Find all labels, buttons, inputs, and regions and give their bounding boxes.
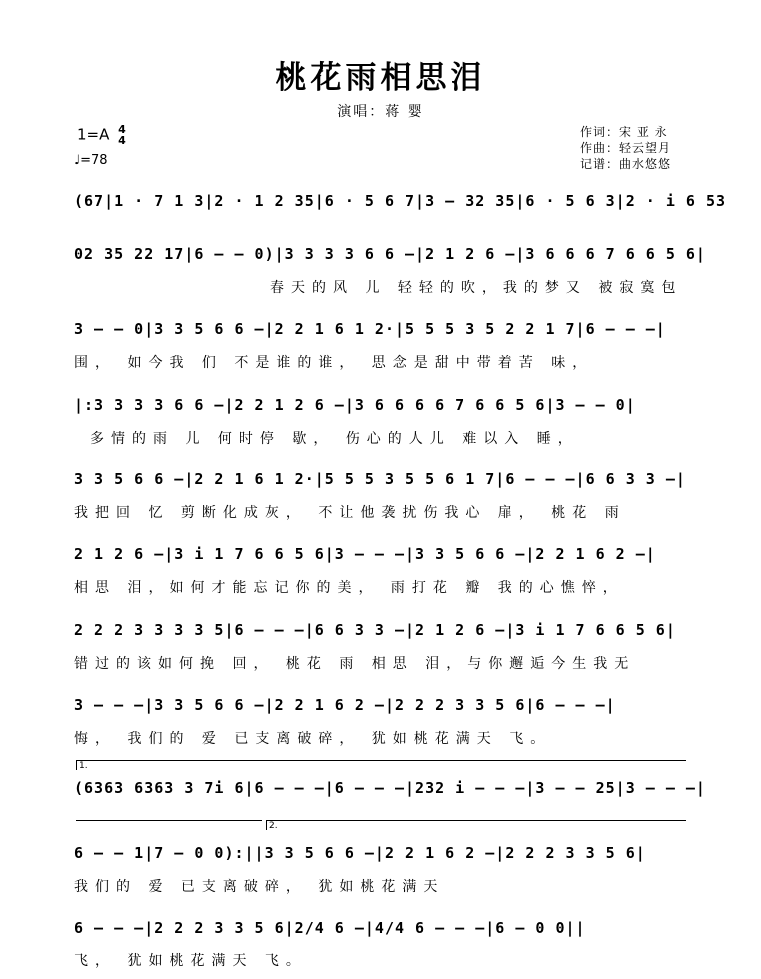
transcriber-credit: 记谱：曲水悠悠 (580, 157, 672, 171)
notation-line: (67|1 · 7 1 3|2 · 1 2 35|6 · 5 6 7|3 – 32 35|6 · 5 6 3|2 · i 6 53 (74, 192, 726, 210)
notation-line: 2 1 2 6 –|3 i 1 7 6 6 5 6|3 – – –|3 3 5 6 6 –|2 2 1 6 2 –| (74, 545, 656, 563)
composer-credit: 作曲：轻云望月 (580, 141, 672, 155)
lyric-line: 我们的 爱 已支离破碎， 犹如桃花满天 (74, 879, 445, 895)
lyric-line: 飞， 犹如桃花满天 飞。 (74, 953, 307, 969)
volta-label-1: 1. (79, 761, 88, 771)
score-row-11 (74, 917, 686, 947)
volta-bracket-1 (76, 760, 686, 761)
volta-label-2: 2. (269, 821, 278, 831)
score-row-5 (74, 468, 686, 498)
score-row-4 (74, 394, 686, 424)
notation-line: |:3 3 3 3 6 6 –|2 2 1 2 6 –|3 6 6 6 6 7 6 6 5 6|3 – – 0| (74, 396, 636, 414)
score-row-10 (74, 842, 686, 872)
score-row-8 (74, 694, 686, 724)
notation-line: 02 35 22 17|6 – – 0)|3 3 3 3 6 6 –|2 1 2 6 –|3 6 6 6 7 6 6 5 6| (74, 245, 706, 263)
notation-line: 3 – – –|3 3 5 6 6 –|2 2 1 6 2 –|2 2 2 3 3 5 6|6 – – –| (74, 696, 616, 714)
notation-line: (6363 6363 3 7i 6|6 – – –|6 – – –|232 i – – –|3 – – 25|3 – – –| (74, 779, 706, 797)
lyric-line: 多情的雨 儿 何时停 歇， 伤心的人儿 难以入 睡， (90, 431, 579, 447)
lyric-line: 错过的该如何挽 回， 桃花 雨 相思 泪，与你邂逅今生我无 (74, 656, 636, 672)
lyric-line: 相思 泪，如何才能忘记你的美， 雨打花 瓣 我的心憔悴， (74, 580, 624, 596)
lyric-line: 悔， 我们的 爱 已支离破碎， 犹如桃花满天 飞。 (74, 731, 552, 747)
time-top: 4 (118, 123, 126, 136)
notation-line: 6 – – 1|7 – 0 0):||3 3 5 6 6 –|2 2 1 6 2 –|2 2 2 3 3 5 6| (74, 844, 646, 862)
notation-line: 2 2 2 3 3 3 3 5|6 – – –|6 6 3 3 –|2 1 2 6 –|3 i 1 7 6 6 5 6| (74, 621, 676, 639)
time-signature (118, 124, 126, 146)
score-row-3 (74, 318, 686, 348)
key-label: 1=A (77, 125, 110, 144)
lyricist-credit: 作词：宋 亚 永 (580, 125, 668, 139)
lyric-line: 春天的风 儿 轻轻的吹，我的梦又 被寂寞包 (270, 280, 683, 296)
lyric-line: 围， 如今我 们 不是谁的谁， 思念是甜中带着苦 味， (74, 355, 594, 371)
credits-block (580, 124, 671, 172)
volta-bracket-1-tick (76, 760, 77, 770)
score-row-2 (74, 243, 706, 273)
time-bottom: 4 (118, 134, 126, 147)
tempo-marking: ♩=78 (74, 153, 108, 168)
song-title: 桃花雨相思泪 (275, 60, 486, 96)
notation-line: 3 3 5 6 6 –|2 2 1 6 1 2·|5 5 5 3 5 5 6 1 7|6 – – –|6 6 3 3 –| (74, 470, 686, 488)
notation-line: 6 – – –|2 2 2 3 3 5 6|2/4 6 –|4/4 6 – – –|6 – 0 0|| (74, 919, 586, 937)
volta-bracket-2 (266, 820, 686, 821)
score-row-6 (74, 543, 686, 573)
lyric-line: 我把回 忆 剪断化成灰， 不让他袭扰伤我心 扉， 桃花 雨 (74, 505, 626, 521)
notation-line: 3 – – 0|3 3 5 6 6 –|2 2 1 6 1 2·|5 5 5 3 5 2 2 1 7|6 – – –| (74, 320, 666, 338)
volta-bracket-1-end (76, 820, 262, 821)
score-row-1 (74, 190, 726, 220)
score-row-9 (74, 777, 706, 807)
volta-bracket-2-tick (266, 820, 267, 830)
key-signature (77, 124, 126, 146)
score-row-7 (74, 619, 686, 649)
singer-line: 演唱：蒋 婴 (337, 104, 424, 120)
